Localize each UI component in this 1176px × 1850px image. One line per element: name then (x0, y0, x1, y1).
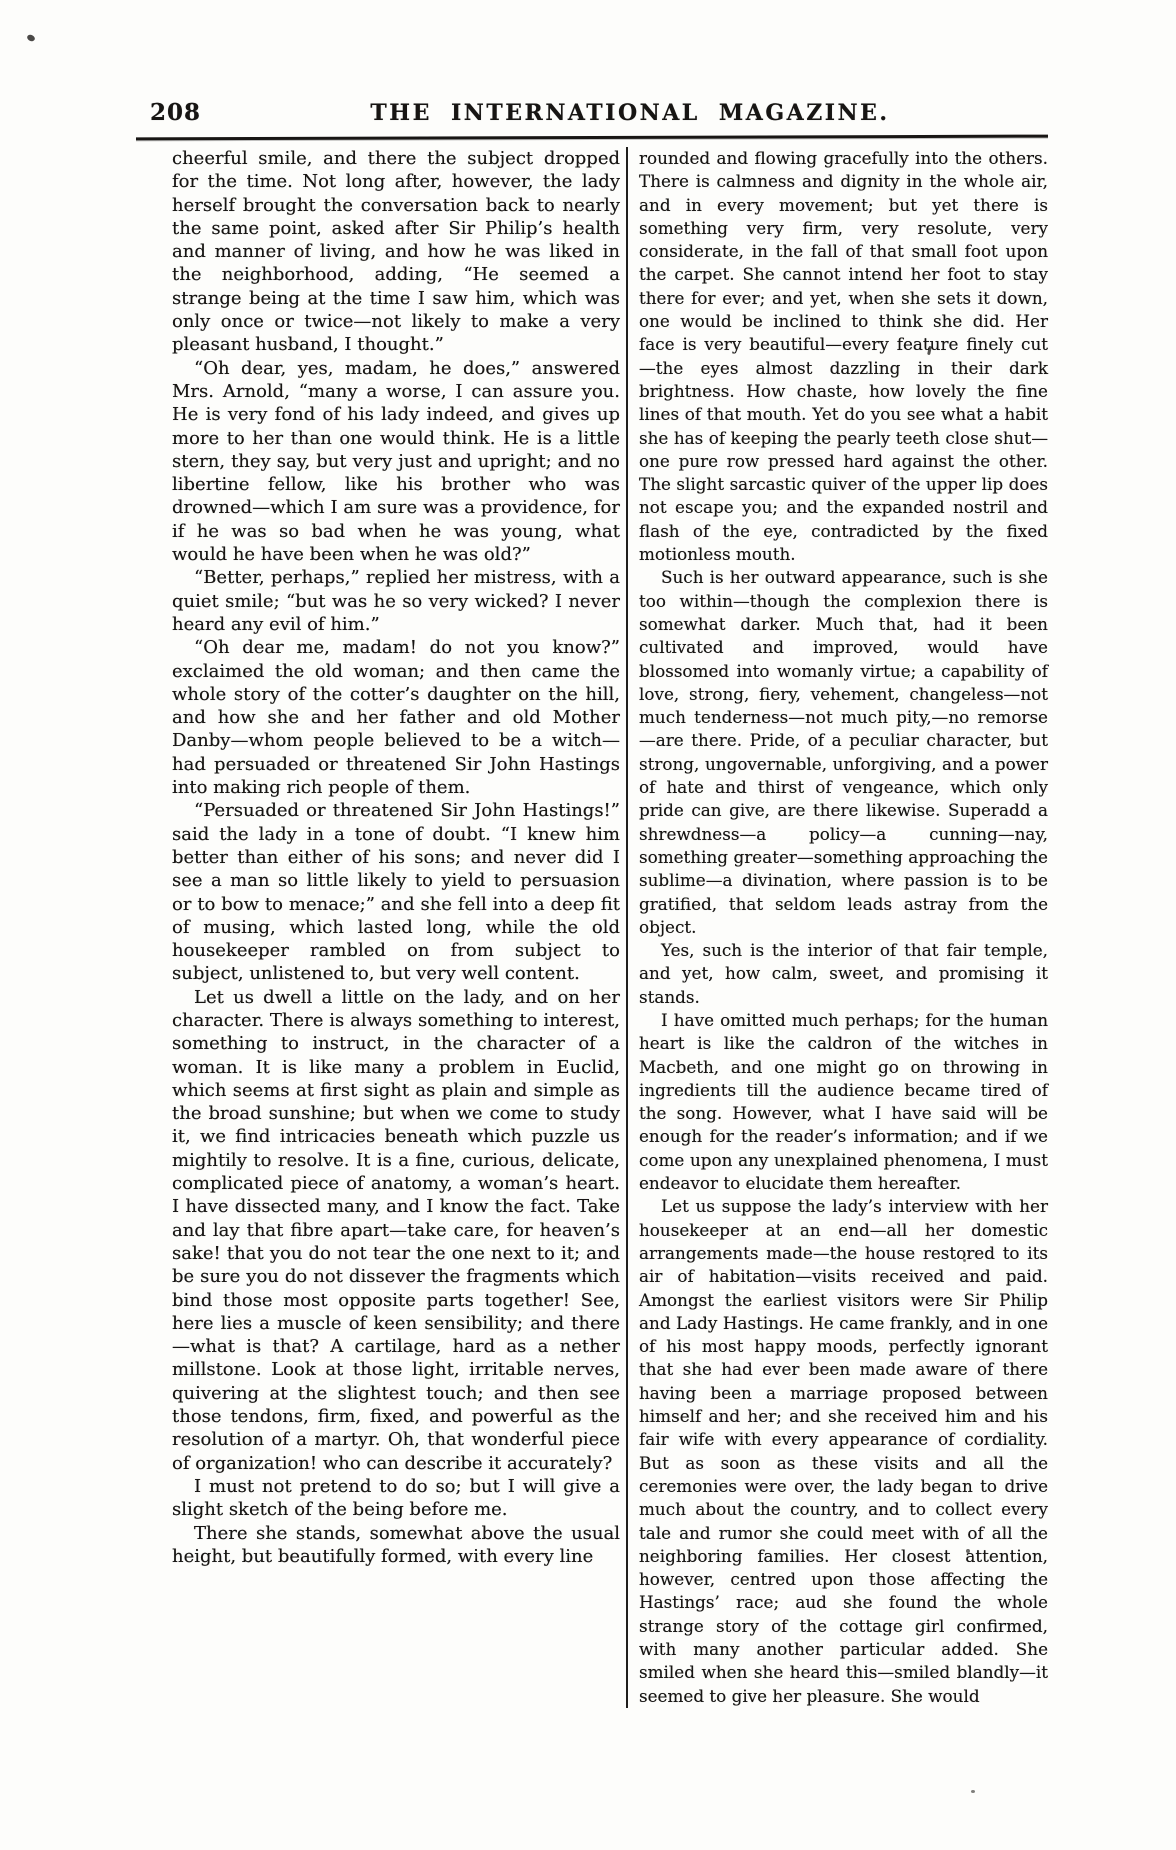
header-rule (136, 135, 1048, 141)
scan-artifact (26, 34, 36, 43)
paragraph: “Oh dear, yes, madam, he does,” answered Mrs. Arnold, “many a worse, I can assure you. He is very fond of his lady indeed, and gives up more to her than one would think. He is a little stern, they say, but very just and upright; and no libertine fellow, like his brother who was drowned—which I am sure was a providence, for if he was so bad when he was young, what would he have been when he was old?” (172, 357, 620, 566)
page-number: 208 (150, 99, 202, 126)
paragraph: Let us dwell a little on the lady, and on her character. There is always something to interest, something to instruct, in the character of a woman. It is like many a problem in Euclid, which seems at first sight as plain and simple as the broad sunshine; but when we come to study it, we find intricacies beneath which puzzle us mightily to resolve. It is a fine, curious, delicate, complicated piece of anatomy, a woman’s heart. I have dissected many, and I know the fact. Take and lay that fibre apart—take care, for heaven’s sake! that you do not tear the one next to it; and be sure you do not dissever the fragments which bind those most opposite parts together! See, here lies a muscle of keen sensibility; and there—what is that? A cartilage, hard as a nether millstone. Look at those light, irritable nerves, quivering at the slightest touch; and then see those tendons, firm, fixed, and powerful as the resolution of a martyr. Oh, that wonderful piece of organization! who can describe it accurately? (172, 986, 620, 1474)
column-divider (626, 147, 628, 1708)
paragraph: I have omitted much perhaps; for the human heart is like the caldron of the witches in Macbeth, and one might go on throwing in ingredients till the audience became tired of the song. However, what I have said will be enough for the reader’s information; and if we come upon any unexplained phenomena, I must endeavor to elucidate them hereafter. (639, 1009, 1048, 1194)
paragraph: Such is her outward appearance, such is she too within—though the complexion there is somewhat darker. Much that, had it been cultivated and improved, would have blossomed into womanly virtue; a capability of love, strong, fiery, vehement, changeless—not much tenderness—not much pity,—no remorse—are there. Pride, of a peculiar character, but strong, ungovernable, unforgiving, and a power of hate and thirst of vengeance, which only pride can give, are there likewise. Superadd a shrewdness—a policy—a cunning—nay, something greater—something approaching the sublime—a divination, where passion is to be gratified, that seldom leads astray from the object. (639, 567, 1048, 937)
paragraph: Let us suppose the lady’s interview with her housekeeper at an end—all her domestic arrangements made—the house restored to its air of habitation—visits received and paid. Amongst the earliest visitors were Sir Philip and Lady Hastings. He came frankly, and in one of his most happy moods, perfectly ignorant that she had ever been made aware of there having been a marriage proposed between himself and her; and she received him and his fair wife with every appearance of cordiality. But as soon as these visits and all the ceremonies were over, the lady began to drive much about the country, and to collect every tale and rumor she could meet with of all the neighboring families. Her closest attention, however, centred upon those affecting the Hastings’ race; aud she found the whole strange story of the cottage girl confirmed, with many another particular added. She smiled when she heard this—smiled blandly—it seemed to give her pleasure. She would (639, 1196, 1048, 1706)
scan-artifact (971, 1790, 975, 1793)
paragraph: cheerful smile, and there the subject dropped for the time. Not long after, however, the lady herself brought the conversation back to nearly the same point, asked after Sir Philip’s health and manner of living, and how he was liked in the neighborhood, adding, “He seemed a strange being at the time I saw him, which was only once or twice—not likely to make a very pleasant husband, I thought.” (172, 148, 620, 356)
text-block (172, 147, 1048, 1708)
paragraph: I must not pretend to do so; but I will give a slight sketch of the being before me. (172, 1475, 620, 1521)
paragraph: “Oh dear me, madam! do not you know?” exclaimed the old woman; and then came the whole story of the cotter’s daughter on the hill, and how she and her father and old Mother Danby—whom people believed to be a witch—had persuaded or threatened Sir John Hastings into making rich people of them. (172, 637, 620, 799)
left-column (172, 147, 620, 1708)
paragraph: There she stands, somewhat above the usual height, but beautifully formed, with every line (172, 1522, 620, 1567)
paragraph: “Persuaded or threatened Sir John Hastings!” said the lady in a tone of doubt. “I knew him better than either of his sons; and never did I see a man so little likely to yield to persuasion or to bow to menace;” and she fell into a deep fit of musing, which lasted long, while the old housekeeper rambled on from subject to subject, unlistened to, but very well content. (172, 800, 620, 985)
paragraph: rounded and flowing gracefully into the others. There is calmness and dignity in the whole air, and in every movement; but yet there is something very firm, very resolute, very considerate, in the fall of that small foot upon the carpet. She cannot intend her foot to stay there for ever; and yet, when she sets it down, one would be inclined to think she did. Her face is very beautiful—every feature finely cut—the eyes almost dazzling in their dark brightness. How chaste, how lovely the fine lines of that mouth. Yet do you see what a habit she has of keeping the pearly teeth close shut—one pure row pressed hard against the other. The slight sarcastic quiver of the upper lip does not escape you; and the expanded nostril and flash of the eye, contradicted by the fixed motionless mouth. (639, 148, 1048, 565)
right-column (639, 147, 1048, 1708)
magazine-title: THE INTERNATIONAL MAGAZINE. (370, 100, 890, 126)
paragraph: Yes, such is the interior of that fair temple, and yet, how calm, sweet, and promising it stands. (639, 940, 1048, 1007)
paragraph: “Better, perhaps,” replied her mistress, with a quiet smile; “but was he so very wicked? I never heard any evil of him.” (172, 567, 620, 635)
